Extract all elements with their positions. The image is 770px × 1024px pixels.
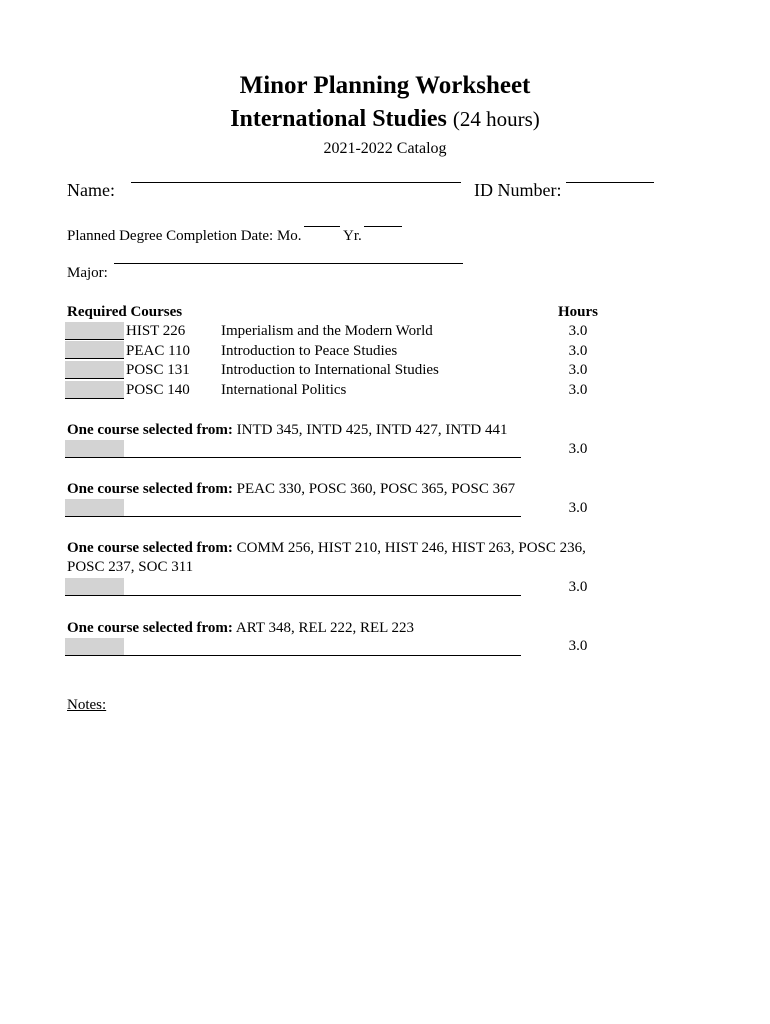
course-check-box[interactable] xyxy=(65,381,124,399)
major-label: Major: xyxy=(67,265,108,281)
elective-label: One course selected from: xyxy=(67,422,233,438)
elective-options: ART 348, REL 222, REL 223 xyxy=(235,620,414,636)
completion-date-label: Planned Degree Completion Date: Mo. xyxy=(67,228,302,244)
course-check-box[interactable] xyxy=(65,322,124,340)
name-label: Name: xyxy=(67,180,115,200)
course-code: PEAC 110 xyxy=(126,343,191,359)
elective-check-box[interactable] xyxy=(65,638,124,656)
elective-options: PEAC 330, POSC 360, POSC 365, POSC 367 xyxy=(236,481,516,497)
elective-hours: 3.0 xyxy=(568,638,588,654)
course-check-underline xyxy=(65,358,124,359)
major-field[interactable] xyxy=(114,263,463,264)
elective-hours: 3.0 xyxy=(568,500,588,516)
required-courses-heading: Required Courses xyxy=(67,304,183,320)
elective-course-field[interactable] xyxy=(65,655,521,656)
course-code: POSC 140 xyxy=(126,382,190,398)
program-name: International Studies xyxy=(230,106,447,132)
completion-month-field[interactable] xyxy=(304,226,340,227)
elective-options-continued: POSC 237, SOC 311 xyxy=(67,559,194,575)
program-title xyxy=(0,106,770,133)
course-hours: 3.0 xyxy=(568,343,588,359)
completion-year-label: Yr. xyxy=(343,228,362,244)
hours-heading: Hours xyxy=(557,304,598,320)
completion-year-field[interactable] xyxy=(364,226,402,227)
elective-instruction xyxy=(67,540,586,557)
notes-label: Notes: xyxy=(67,697,107,713)
elective-options: COMM 256, HIST 210, HIST 246, HIST 263, POSC 236, xyxy=(236,540,586,556)
elective-course-field[interactable] xyxy=(65,516,521,517)
course-title: Imperialism and the Modern World xyxy=(221,323,433,339)
elective-check-box[interactable] xyxy=(65,440,124,458)
id-number-label: ID Number: xyxy=(474,180,562,200)
elective-check-box[interactable] xyxy=(65,578,124,596)
catalog-year: 2021-2022 Catalog xyxy=(323,140,447,157)
elective-label: One course selected from: xyxy=(67,620,233,636)
course-hours: 3.0 xyxy=(568,362,588,378)
course-code: POSC 131 xyxy=(126,362,190,378)
program-hours: (24 hours) xyxy=(452,107,540,131)
course-title: Introduction to International Studies xyxy=(221,362,439,378)
elective-instruction xyxy=(67,620,414,637)
elective-label: One course selected from: xyxy=(67,481,233,497)
course-hours: 3.0 xyxy=(568,382,588,398)
elective-course-field[interactable] xyxy=(65,457,521,458)
course-code: HIST 226 xyxy=(126,323,186,339)
elective-instruction xyxy=(67,422,507,439)
id-number-field[interactable] xyxy=(566,182,654,183)
elective-check-box[interactable] xyxy=(65,499,124,517)
elective-hours: 3.0 xyxy=(568,579,588,595)
course-title: Introduction to Peace Studies xyxy=(221,343,398,359)
elective-hours: 3.0 xyxy=(568,441,588,457)
elective-instruction xyxy=(67,481,515,498)
course-check-box[interactable] xyxy=(65,361,124,379)
elective-label: One course selected from: xyxy=(67,540,233,556)
course-check-box[interactable] xyxy=(65,341,124,359)
elective-options: INTD 345, INTD 425, INTD 427, INTD 441 xyxy=(236,422,508,438)
course-check-underline xyxy=(65,339,124,340)
course-check-underline xyxy=(65,378,124,379)
course-hours: 3.0 xyxy=(568,323,588,339)
course-check-underline xyxy=(65,398,124,399)
course-title: International Politics xyxy=(221,382,347,398)
worksheet-title: Minor Planning Worksheet xyxy=(239,72,531,99)
name-field[interactable] xyxy=(131,182,461,183)
elective-course-field[interactable] xyxy=(65,595,521,596)
